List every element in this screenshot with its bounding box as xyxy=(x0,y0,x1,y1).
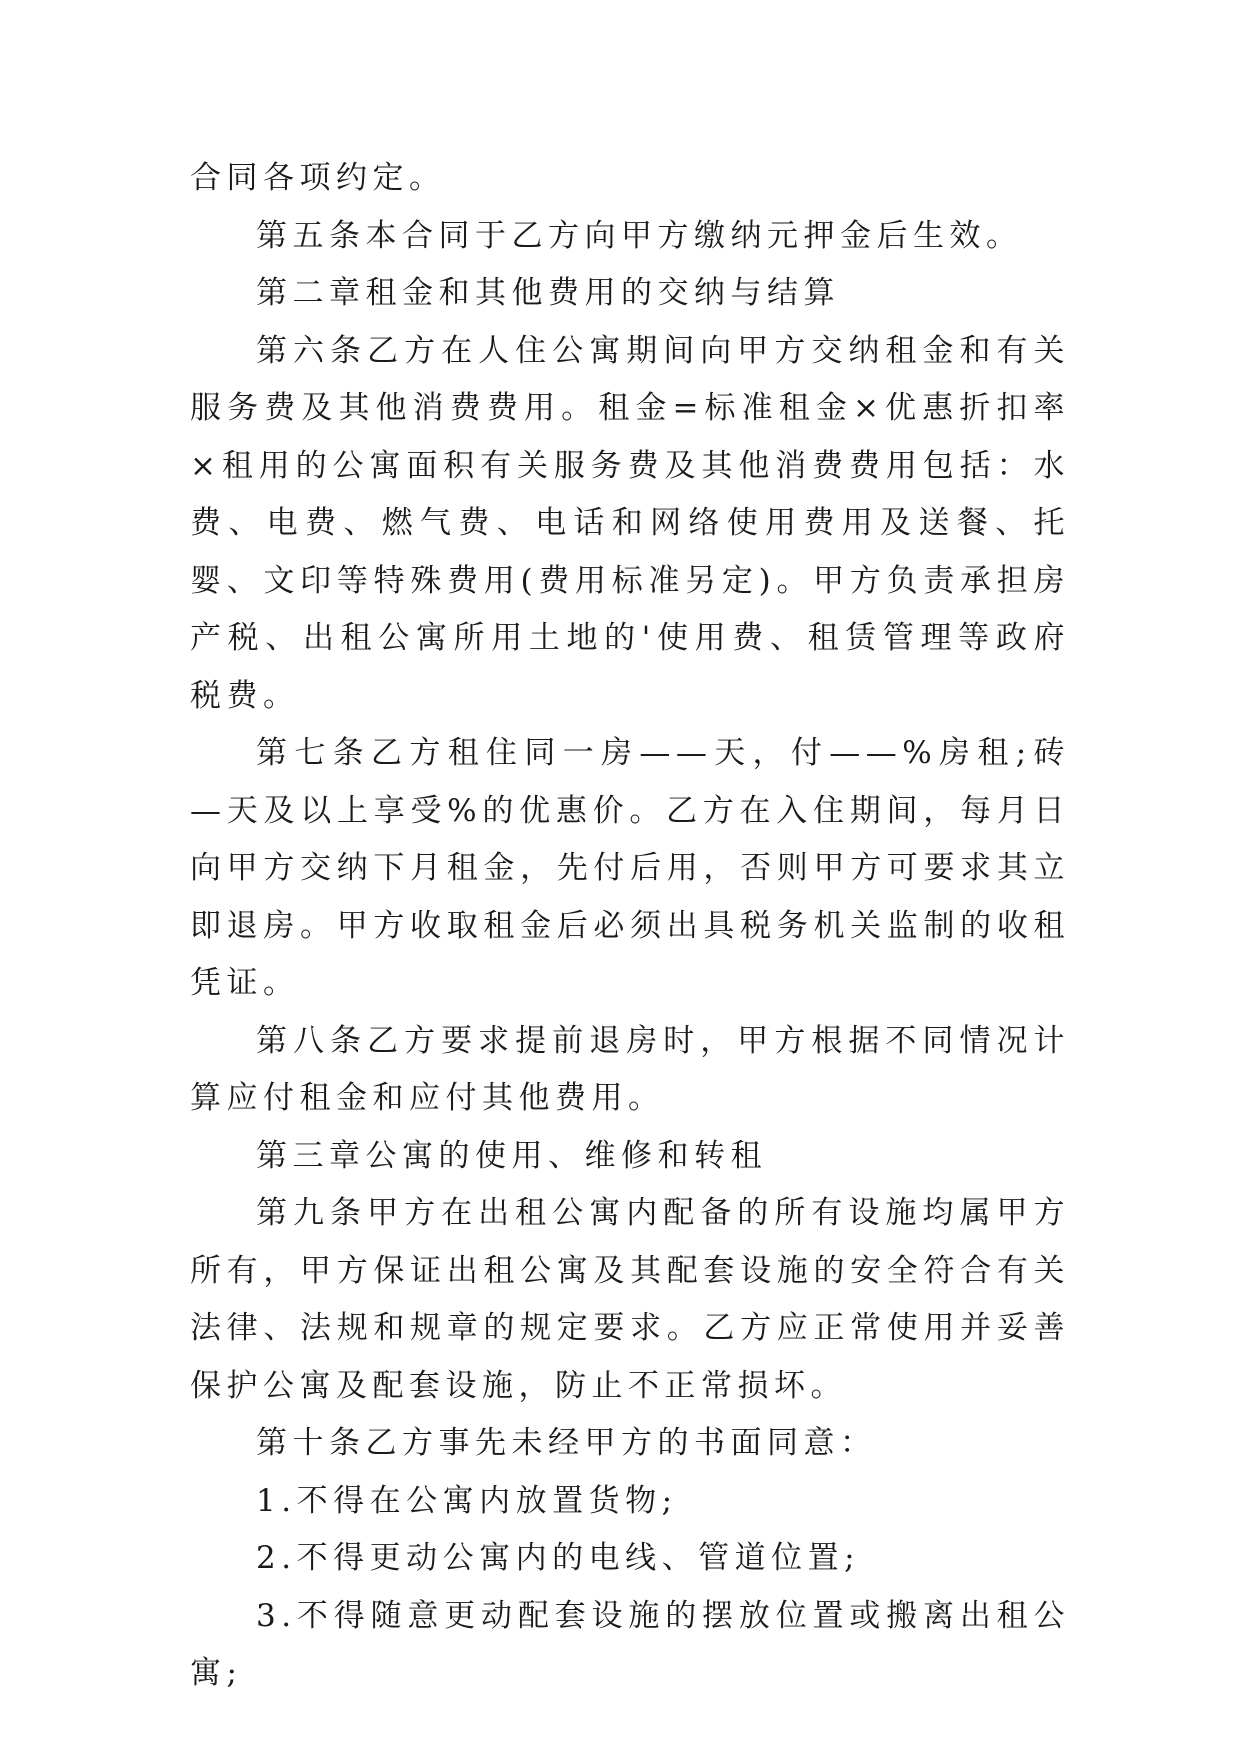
list-item: 1.不得在公寓内放置货物; xyxy=(256,1482,678,1519)
list-item: 2.不得更动公寓内的电线、管道位置; xyxy=(256,1540,861,1576)
paragraph: 第八条乙方要求提前退房时，甲方根据不同情况计算应付租金和应付其他费用。 xyxy=(190,1022,1070,1116)
paragraph: 第五条本合同于乙方向甲方缴纳元押金后生效。 xyxy=(256,217,1023,254)
paragraph: 第十条乙方事先未经甲方的书面同意： xyxy=(256,1425,877,1461)
document-body xyxy=(190,150,1070,1703)
chapter-heading: 第二章租金和其他费用的交纳与结算 xyxy=(256,275,840,311)
paragraph: 第九条甲方在出租公寓内配备的所有设施均属甲方所有，甲方保证出租公寓及其配套设施的安全符合有关法律、法规和规章的规定要求。乙方应正常使用并妥善保护公寓及配套设施，防止不正常损坏。 xyxy=(190,1195,1070,1404)
paragraph: 第六条乙方在人住公寓期间向甲方交纳租金和有关服务费及其他消费费用。租金=标准租金×优惠折扣率×租用的公寓面积有关服务费及其他消费费用包括：水费、电费、燃气费、电话和网络使用费用及送餐、托婴、文印等特殊费用(费用标准另定)。甲方负责承担房产税、出租公寓所用土地的'使用费、租赁管理等政府税费。 xyxy=(190,332,1070,714)
chapter-heading: 第三章公寓的使用、维修和转租 xyxy=(256,1137,767,1174)
paragraph: 合同各项约定。 xyxy=(190,160,446,196)
paragraph: 第七条乙方租住同一房——天，付——%房租;砖—天及以上享受%的优惠价。乙方在入住期间，每月日向甲方交纳下月租金，先付后用，否则甲方可要求其立即退房。甲方收取租金后必须出具税务机关监制的收租凭证。 xyxy=(190,735,1070,1001)
list-item: 3.不得随意更动配套设施的摆放位置或搬离出租公寓; xyxy=(190,1597,1070,1691)
